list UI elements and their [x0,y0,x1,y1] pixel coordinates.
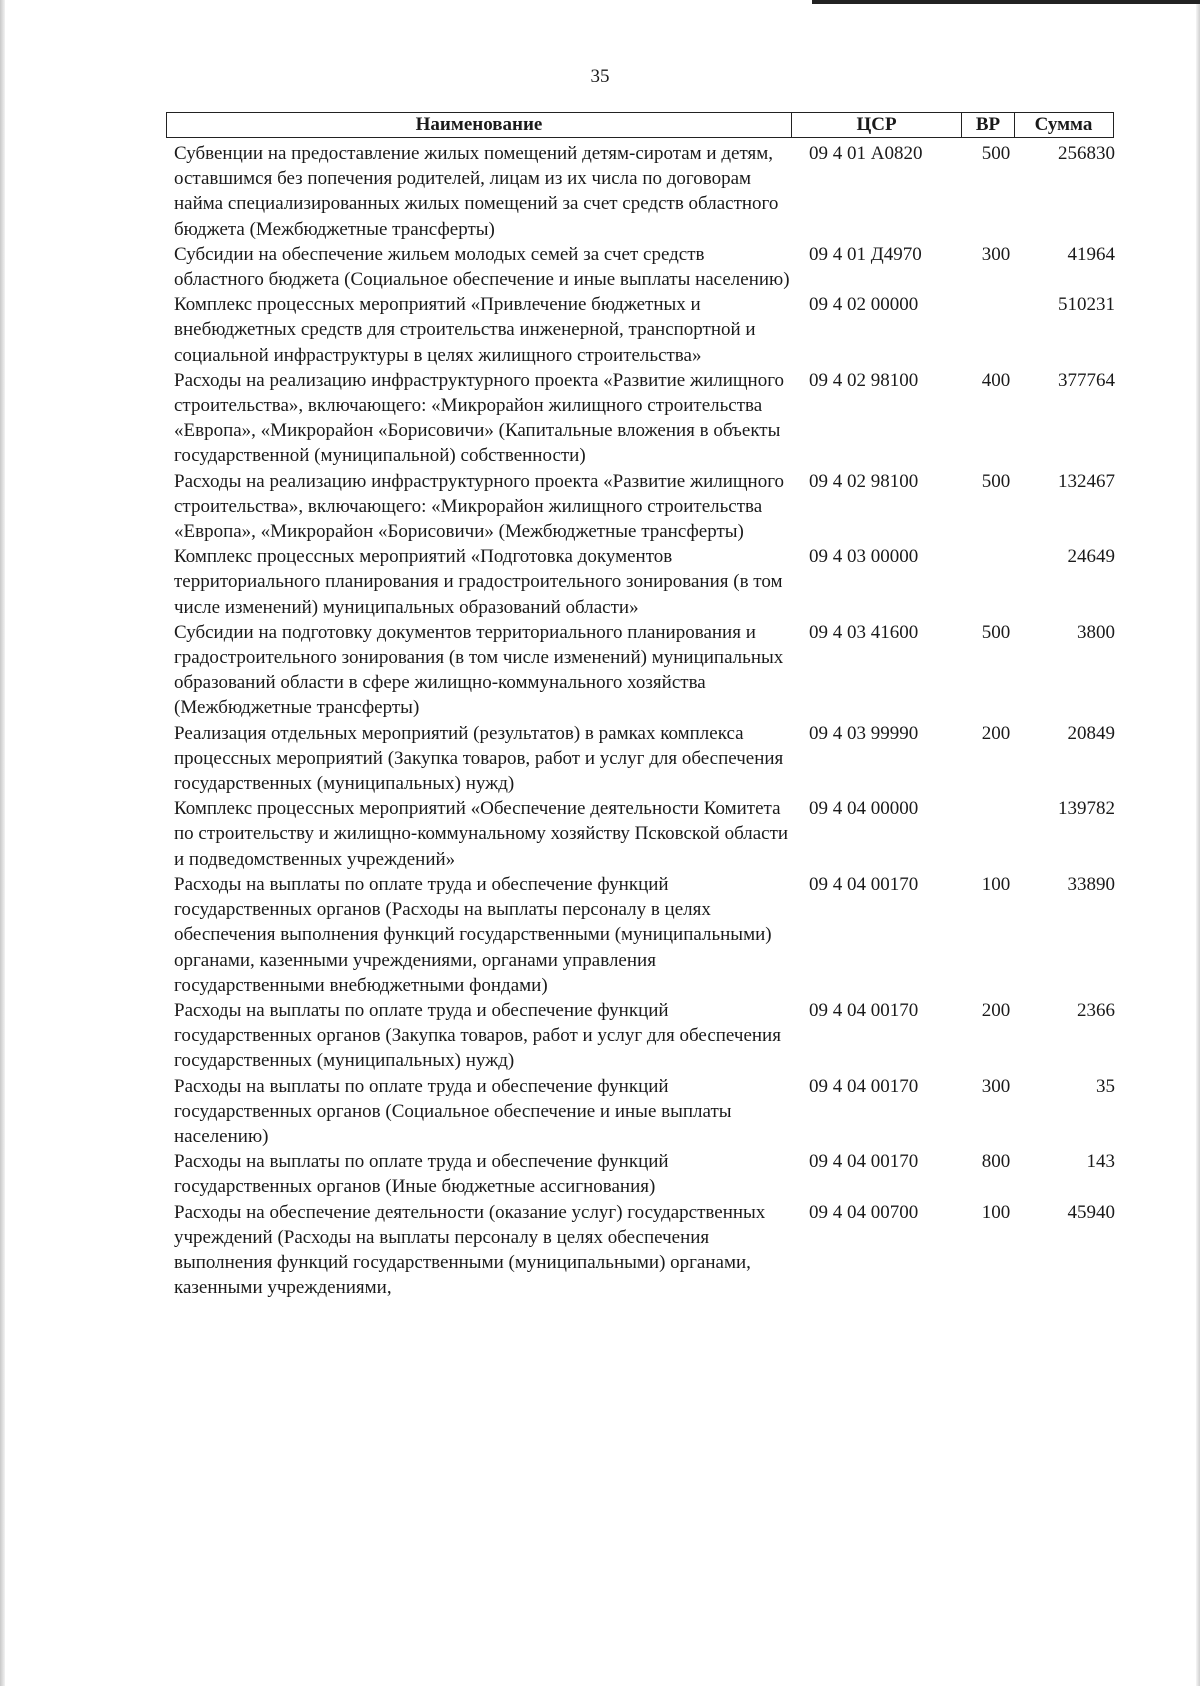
row-sum: 41964 [1067,243,1115,265]
row-sum: 139782 [1058,798,1115,820]
table-header [166,112,1114,138]
row-vr: 500 [981,470,1011,492]
table-row [174,242,1124,292]
row-vr: 200 [981,999,1011,1021]
row-name: Субсидии на обеспечение жильем молодых семей за счет средств областного бюджета (Социальное обеспечение и иные выплаты населению) [174,243,790,291]
scan-left-edge [0,0,5,1686]
row-csr: 09 4 04 00000 [809,798,919,820]
table-row [174,368,1124,469]
row-sum: 377764 [1058,369,1115,391]
row-csr: 09 4 04 00170 [809,873,919,895]
row-name: Субвенции на предоставление жилых помещений детям-сиротам и детям, оставшимся без попечения родителей, лицам из их числа по договорам найма специализированных жилых помещений за счет средств областного бюджета (Межбюджетные трансферты) [174,143,779,240]
row-name: Расходы на выплаты по оплате труда и обеспечение функций государственных органов (Расходы на выплаты персоналу в целях обеспечения выполнения функций государственными (муниципальными) органами, казенными учреждениями, органами управления государственными внебюджетными фондами) [174,873,772,996]
row-sum: 510231 [1058,294,1115,316]
page-number: 35 [590,66,610,87]
row-name: Комплекс процессных мероприятий «Привлечение бюджетных и внебюджетных средств для строительства инженерной, транспортной и социальной инфраструктуры в целях жилищного строительства» [174,294,756,366]
row-csr: 09 4 03 41600 [809,621,919,643]
row-name: Расходы на выплаты по оплате труда и обеспечение функций государственных органов (Социальное обеспечение и иные выплаты населению) [174,1075,732,1147]
header-sum: Сумма [1034,114,1093,135]
row-vr: 300 [981,243,1011,265]
row-vr [974,796,1018,872]
table-row [174,620,1124,721]
row-vr: 200 [981,722,1011,744]
row-csr: 09 4 04 00170 [809,999,919,1021]
row-name: Комплекс процессных мероприятий «Подготовка документов территориального планирования и градостроительного зонирования (в том числе изменений) муниципальных образований области» [174,546,783,618]
table-row [174,721,1124,797]
row-csr: 09 4 03 00000 [809,546,919,568]
row-csr: 09 4 03 99990 [809,722,919,744]
header-vr: ВР [962,113,1015,137]
row-sum: 3800 [1077,621,1115,643]
scan-right-edge [1196,0,1200,1686]
row-name: Реализация отдельных мероприятий (результатов) в рамках комплекса процессных мероприятий (Закупка товаров, работ и услуг для обеспечения государственных (муниципальных) нужд) [174,722,784,795]
row-vr [974,292,1018,368]
row-csr: 09 4 01 А0820 [809,143,923,164]
table-row [174,544,1124,620]
table-row [174,796,1124,872]
row-vr: 300 [981,1075,1011,1097]
row-vr [974,544,1018,620]
table-row [174,872,1124,998]
row-csr: 09 4 04 00170 [809,1151,919,1173]
table-row [174,1149,1124,1199]
row-csr: 09 4 04 00700 [809,1201,919,1223]
table-row [174,292,1124,368]
row-vr: 500 [981,621,1011,643]
row-sum: 45940 [1067,1201,1115,1223]
row-name: Расходы на реализацию инфраструктурного проекта «Развитие жилищного строительства», включающего: «Микрорайон жилищного строительства «Европа», «Микрорайон «Борисовичи» (Капитальные вложения в объекты государственной (муниципальной) собственности) [174,369,785,467]
row-name: Расходы на выплаты по оплате труда и обеспечение функций государственных органов (Иные бюджетные ассигнования) [174,1151,669,1198]
row-csr: 09 4 02 98100 [809,470,919,492]
row-name: Расходы на обеспечение деятельности (оказание услуг) государственных учреждений (Расходы на выплаты персоналу в целях обеспечения выполнения функций государственными (муниципальными) органами, казенными учреждениями, [174,1201,766,1299]
row-vr: 100 [981,1201,1011,1223]
row-sum: 132467 [1058,470,1115,492]
table-row [174,1200,1124,1301]
row-sum: 33890 [1067,873,1115,895]
table-row [174,469,1124,545]
row-vr: 100 [981,873,1011,895]
row-vr: 500 [981,143,1011,164]
row-sum: 2366 [1077,999,1115,1021]
scan-top-bar [812,0,1200,4]
row-csr: 09 4 01 Д4970 [809,243,922,265]
row-sum: 24649 [1067,546,1115,568]
row-name: Расходы на реализацию инфраструктурного проекта «Развитие жилищного строительства», включающего: «Микрорайон жилищного строительства «Европа», «Микрорайон «Борисовичи» (Межбюджетные трансферты) [174,470,785,543]
row-vr: 400 [981,369,1011,391]
row-sum: 256830 [1058,143,1115,164]
row-sum: 35 [1096,1075,1115,1097]
table-row [174,1074,1124,1150]
row-name: Субсидии на подготовку документов территориального планирования и градостроительного зонирования (в том числе изменений) муниципальных образований области в сфере жилищно-коммунального хозяйства (Межбюджетные трансферты) [174,621,784,719]
row-csr: 09 4 02 00000 [809,294,919,316]
table-body [174,141,1124,1300]
table-row [174,998,1124,1074]
table-row [174,141,1124,242]
row-sum: 143 [1086,1151,1115,1173]
row-name: Расходы на выплаты по оплате труда и обеспечение функций государственных органов (Закупка товаров, работ и услуг для обеспечения государственных (муниципальных) нужд) [174,999,781,1072]
header-name: Наименование [167,113,792,137]
row-sum: 20849 [1067,722,1115,744]
row-vr: 800 [981,1151,1011,1173]
row-csr: 09 4 04 00170 [809,1075,919,1097]
header-csr: ЦСР [792,113,962,137]
row-name: Комплекс процессных мероприятий «Обеспечение деятельности Комитета по строительству и жилищно-коммунальному хозяйству Псковской области и подведомственных учреждений» [174,798,789,870]
row-csr: 09 4 02 98100 [809,369,919,391]
